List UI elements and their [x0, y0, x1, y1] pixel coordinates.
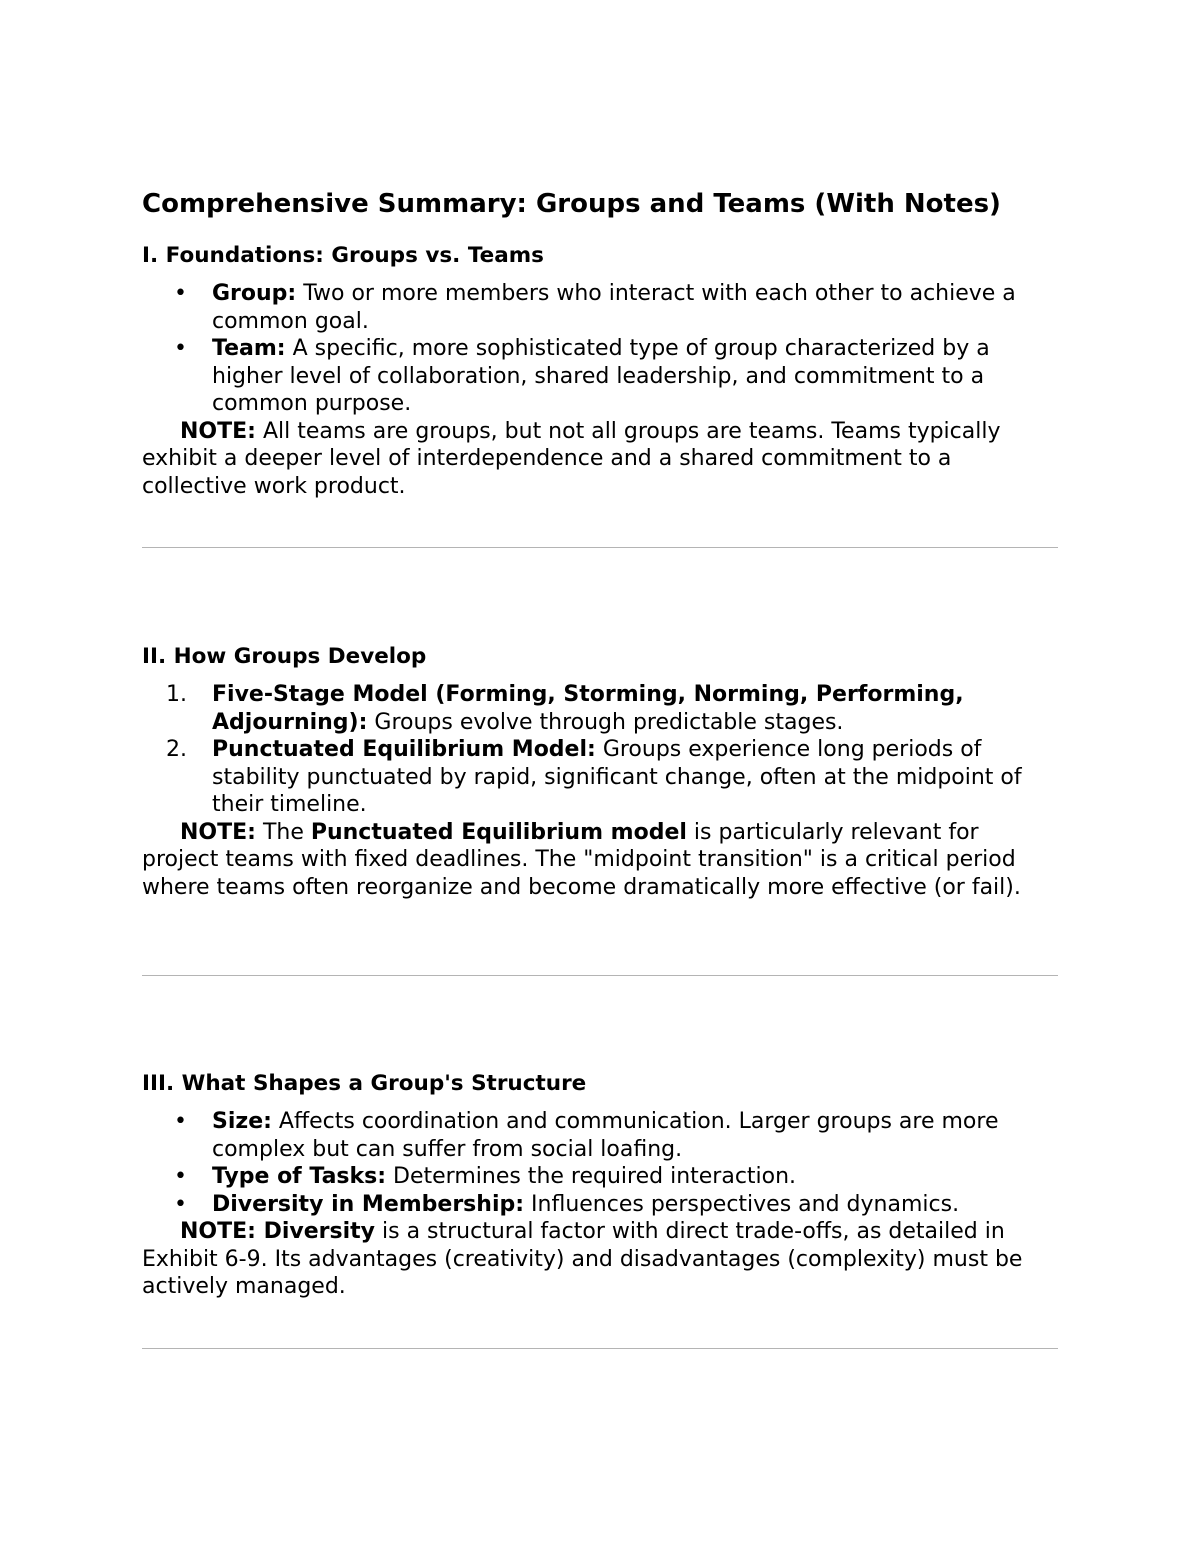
bullet-icon: •: [174, 1109, 187, 1134]
list-item: [174, 1163, 1058, 1191]
bullet-icon: •: [174, 281, 187, 306]
item-term: Group:: [212, 281, 297, 306]
item-text: Affects coordination and communication. Larger groups are more complex but can suffer from social loafing.: [212, 1109, 999, 1162]
note-text: is particularly relevant for project teams with fixed deadlines. The "midpoint transition" is a critical period where teams often reorganize and become dramatically more effective (or fail).: [142, 819, 1021, 900]
section-heading: III. What Shapes a Group's Structure: [142, 1071, 587, 1096]
item-term: Size:: [212, 1109, 272, 1134]
list-item: [174, 280, 1058, 335]
bullet-icon: •: [174, 1164, 187, 1189]
horizontal-divider: [142, 547, 1058, 548]
bullet-icon: •: [174, 1191, 187, 1217]
item-term: Diversity in Membership:: [212, 1191, 525, 1217]
item-text: A specific, more sophisticated type of group characterized by a higher level of collaboration, shared leadership, and commitment to a common purpose.: [212, 336, 990, 416]
note-emphasis: Punctuated Equilibrium model: [310, 819, 687, 845]
list-item: [166, 736, 1058, 819]
item-text: Groups evolve through predictable stages.: [367, 709, 844, 735]
item-number: 1.: [166, 682, 187, 707]
note-text: is a structural factor with direct trade-offs, as detailed in Exhibit 6-9. Its advantages (creativity) and disadvantages (complexity) must be actively managed.: [142, 1219, 1023, 1299]
list-item: [174, 1191, 1058, 1219]
list-item: [174, 335, 1058, 418]
section-heading: I. Foundations: Groups vs. Teams: [142, 243, 544, 268]
item-number: 2.: [166, 737, 187, 762]
section-structure: [142, 1069, 1058, 1301]
model-list: [142, 681, 1058, 819]
section-foundations: [142, 241, 1058, 500]
list-item: [166, 681, 1058, 736]
factor-list: [142, 1108, 1058, 1218]
bullet-icon: •: [174, 336, 187, 361]
item-text: Groups experience long periods of stability punctuated by rapid, significant change, often at the midpoint of their timeline.: [212, 737, 1022, 817]
document-title: Comprehensive Summary: Groups and Teams (With Notes): [142, 189, 1001, 219]
list-item: [174, 1108, 1058, 1163]
section-heading: II. How Groups Develop: [142, 644, 427, 669]
item-text: Determines the required interaction.: [386, 1164, 797, 1189]
item-term: Punctuated Equilibrium Model:: [212, 737, 596, 762]
horizontal-divider: [142, 975, 1058, 976]
definition-list: [142, 280, 1058, 418]
note-pre: The: [255, 819, 311, 845]
note-label: NOTE:: [180, 819, 256, 845]
item-text: Influences perspectives and dynamics.: [524, 1191, 960, 1217]
horizontal-divider: [142, 1348, 1058, 1349]
note-paragraph: [142, 819, 1058, 902]
section-development: [142, 642, 1058, 901]
item-term: Five-Stage Model (Forming, Storming, Norming, Performing, Adjourning):: [212, 682, 964, 735]
item-text: Two or more members who interact with each other to achieve a common goal.: [212, 281, 1016, 334]
item-term: Type of Tasks:: [212, 1164, 387, 1189]
note-label: NOTE: Diversity: [180, 1219, 376, 1244]
item-term: Team:: [212, 336, 286, 361]
note-text: All teams are groups, but not all groups are teams. Teams typically exhibit a deeper level of interdependence and a shared commitment to a collective work product.: [142, 418, 1001, 499]
note-label: NOTE:: [180, 418, 256, 444]
note-paragraph: [142, 1218, 1058, 1301]
note-paragraph: [142, 418, 1058, 501]
